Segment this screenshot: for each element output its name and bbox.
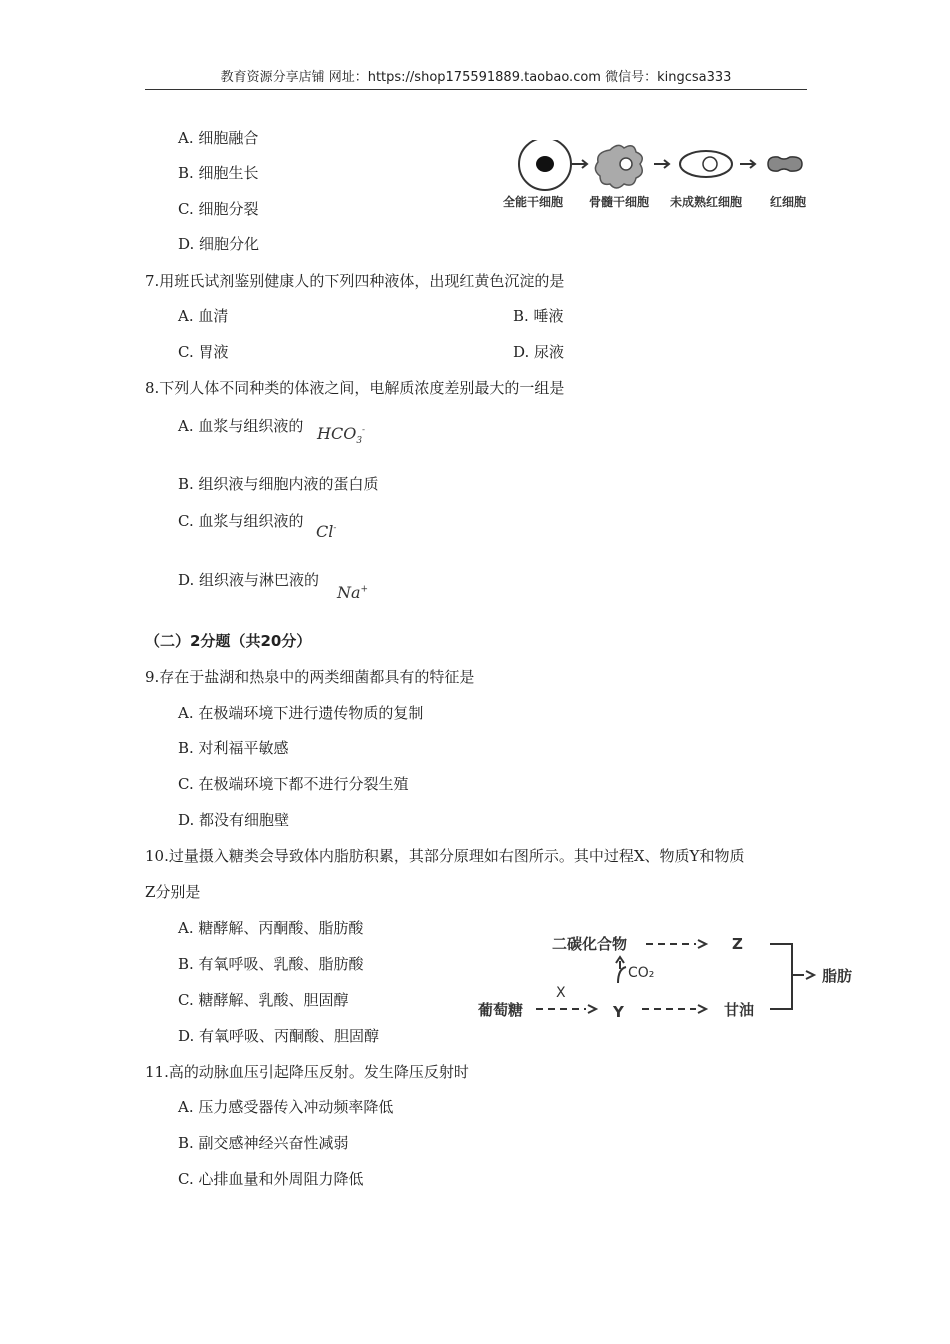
cl-formula: Cl- xyxy=(316,522,337,541)
fig2-co2-label: CO₂ xyxy=(628,965,655,981)
q8-option-d: D. 组织液与淋巴液的 xyxy=(178,571,320,589)
q7-option-a: A. 血清 xyxy=(178,307,229,325)
fig1-label-2: 未成熟红细胞 xyxy=(670,195,743,209)
arrow-icon xyxy=(654,160,669,168)
fig2-glucose-label: 葡萄糖 xyxy=(478,1001,524,1019)
fig1-label-1: 骨髓干细胞 xyxy=(589,195,650,209)
na-formula: Na+ xyxy=(337,583,369,602)
arrow-icon xyxy=(588,1005,596,1013)
q10-option-c: C. 糖酵解、乳酸、胆固醇 xyxy=(178,991,349,1009)
q10-option-d: D. 有氧呼吸、丙酮酸、胆固醇 xyxy=(178,1027,380,1045)
q7-option-c: C. 胃液 xyxy=(178,343,229,361)
fig2-x-label: X xyxy=(556,985,566,1001)
totipotent-cell-nucleus xyxy=(536,156,554,172)
fig2-c2-label: 二碳化合物 xyxy=(552,935,628,953)
q10-stem-line1: 10.过量摄入糖类会导致体内脂肪积累，其部分原理如右图所示。其中过程X、物质Y和物质 xyxy=(145,847,745,865)
fat-synthesis-diagram xyxy=(470,925,870,1025)
section-heading: （二）2分题（共20分） xyxy=(145,632,312,650)
q8-stem: 8.下列人体不同种类的体液之间，电解质浓度差别最大的一组是 xyxy=(145,379,565,397)
immature-rbc-shape xyxy=(680,151,732,177)
q11-option-b: B. 副交感神经兴奋性减弱 xyxy=(178,1134,349,1152)
bracket-connector xyxy=(770,944,804,1009)
arrow-icon xyxy=(740,160,755,168)
hco3-formula: $HCO_3^-$ xyxy=(317,424,366,447)
q6-option-d: D. 细胞分化 xyxy=(178,235,260,253)
q7-stem: 7.用班氏试剂鉴别健康人的下列四种液体，出现红黄色沉淀的是 xyxy=(145,272,565,290)
q10-option-b: B. 有氧呼吸、乳酸、脂肪酸 xyxy=(178,955,364,973)
arrow-icon xyxy=(572,160,587,168)
q11-stem: 11.高的动脉血压引起降压反射。发生降压反射时 xyxy=(145,1063,469,1081)
q6-option-a: A. 细胞融合 xyxy=(178,129,259,147)
q11-option-c: C. 心排血量和外周阻力降低 xyxy=(178,1170,364,1188)
q8-option-c: C. 血浆与组织液的 xyxy=(178,512,304,530)
page-header: 教育资源分享店铺 网址：https://shop175591889.taobao.com 微信号：kingcsa333 xyxy=(145,66,807,90)
q9-option-d: D. 都没有细胞壁 xyxy=(178,811,290,829)
q8-option-b: B. 组织液与细胞内液的蛋白质 xyxy=(178,475,379,493)
q6-option-b: B. 细胞生长 xyxy=(178,164,259,182)
fig1-label-0: 全能干细胞 xyxy=(503,195,564,209)
q9-option-c: C. 在极端环境下都不进行分裂生殖 xyxy=(178,775,409,793)
q9-stem: 9.存在于盐湖和热泉中的两类细菌都具有的特征是 xyxy=(145,668,475,686)
q10-option-a: A. 糖酵解、丙酮酸、脂肪酸 xyxy=(178,919,364,937)
q11-option-a: A. 压力感受器传入冲动频率降低 xyxy=(178,1098,394,1116)
q6-option-c: C. 细胞分裂 xyxy=(178,200,259,218)
arrow-icon xyxy=(698,940,706,948)
bone-marrow-cell-shape xyxy=(595,145,642,188)
q9-option-a: A. 在极端环境下进行遗传物质的复制 xyxy=(178,704,424,722)
fig1-label-3: 红细胞 xyxy=(770,195,807,209)
fig2-glycerol-label: 甘油 xyxy=(724,1001,755,1019)
fig2-y-label: Y xyxy=(613,1003,624,1021)
arrow-icon xyxy=(698,1005,706,1013)
q8-option-a: A. 血浆与组织液的 xyxy=(178,417,304,435)
fig2-fat-label: 脂肪 xyxy=(822,967,853,985)
arrow-icon xyxy=(806,971,814,979)
fig2-z-label: Z xyxy=(732,935,743,953)
q7-option-d: D. 尿液 xyxy=(513,343,565,361)
cell-differentiation-figure xyxy=(500,140,820,220)
rbc-shape xyxy=(768,157,802,171)
q9-option-b: B. 对利福平敏感 xyxy=(178,739,289,757)
q10-stem-line2: Z分别是 xyxy=(145,883,201,901)
q7-option-b: B. 唾液 xyxy=(513,307,564,325)
